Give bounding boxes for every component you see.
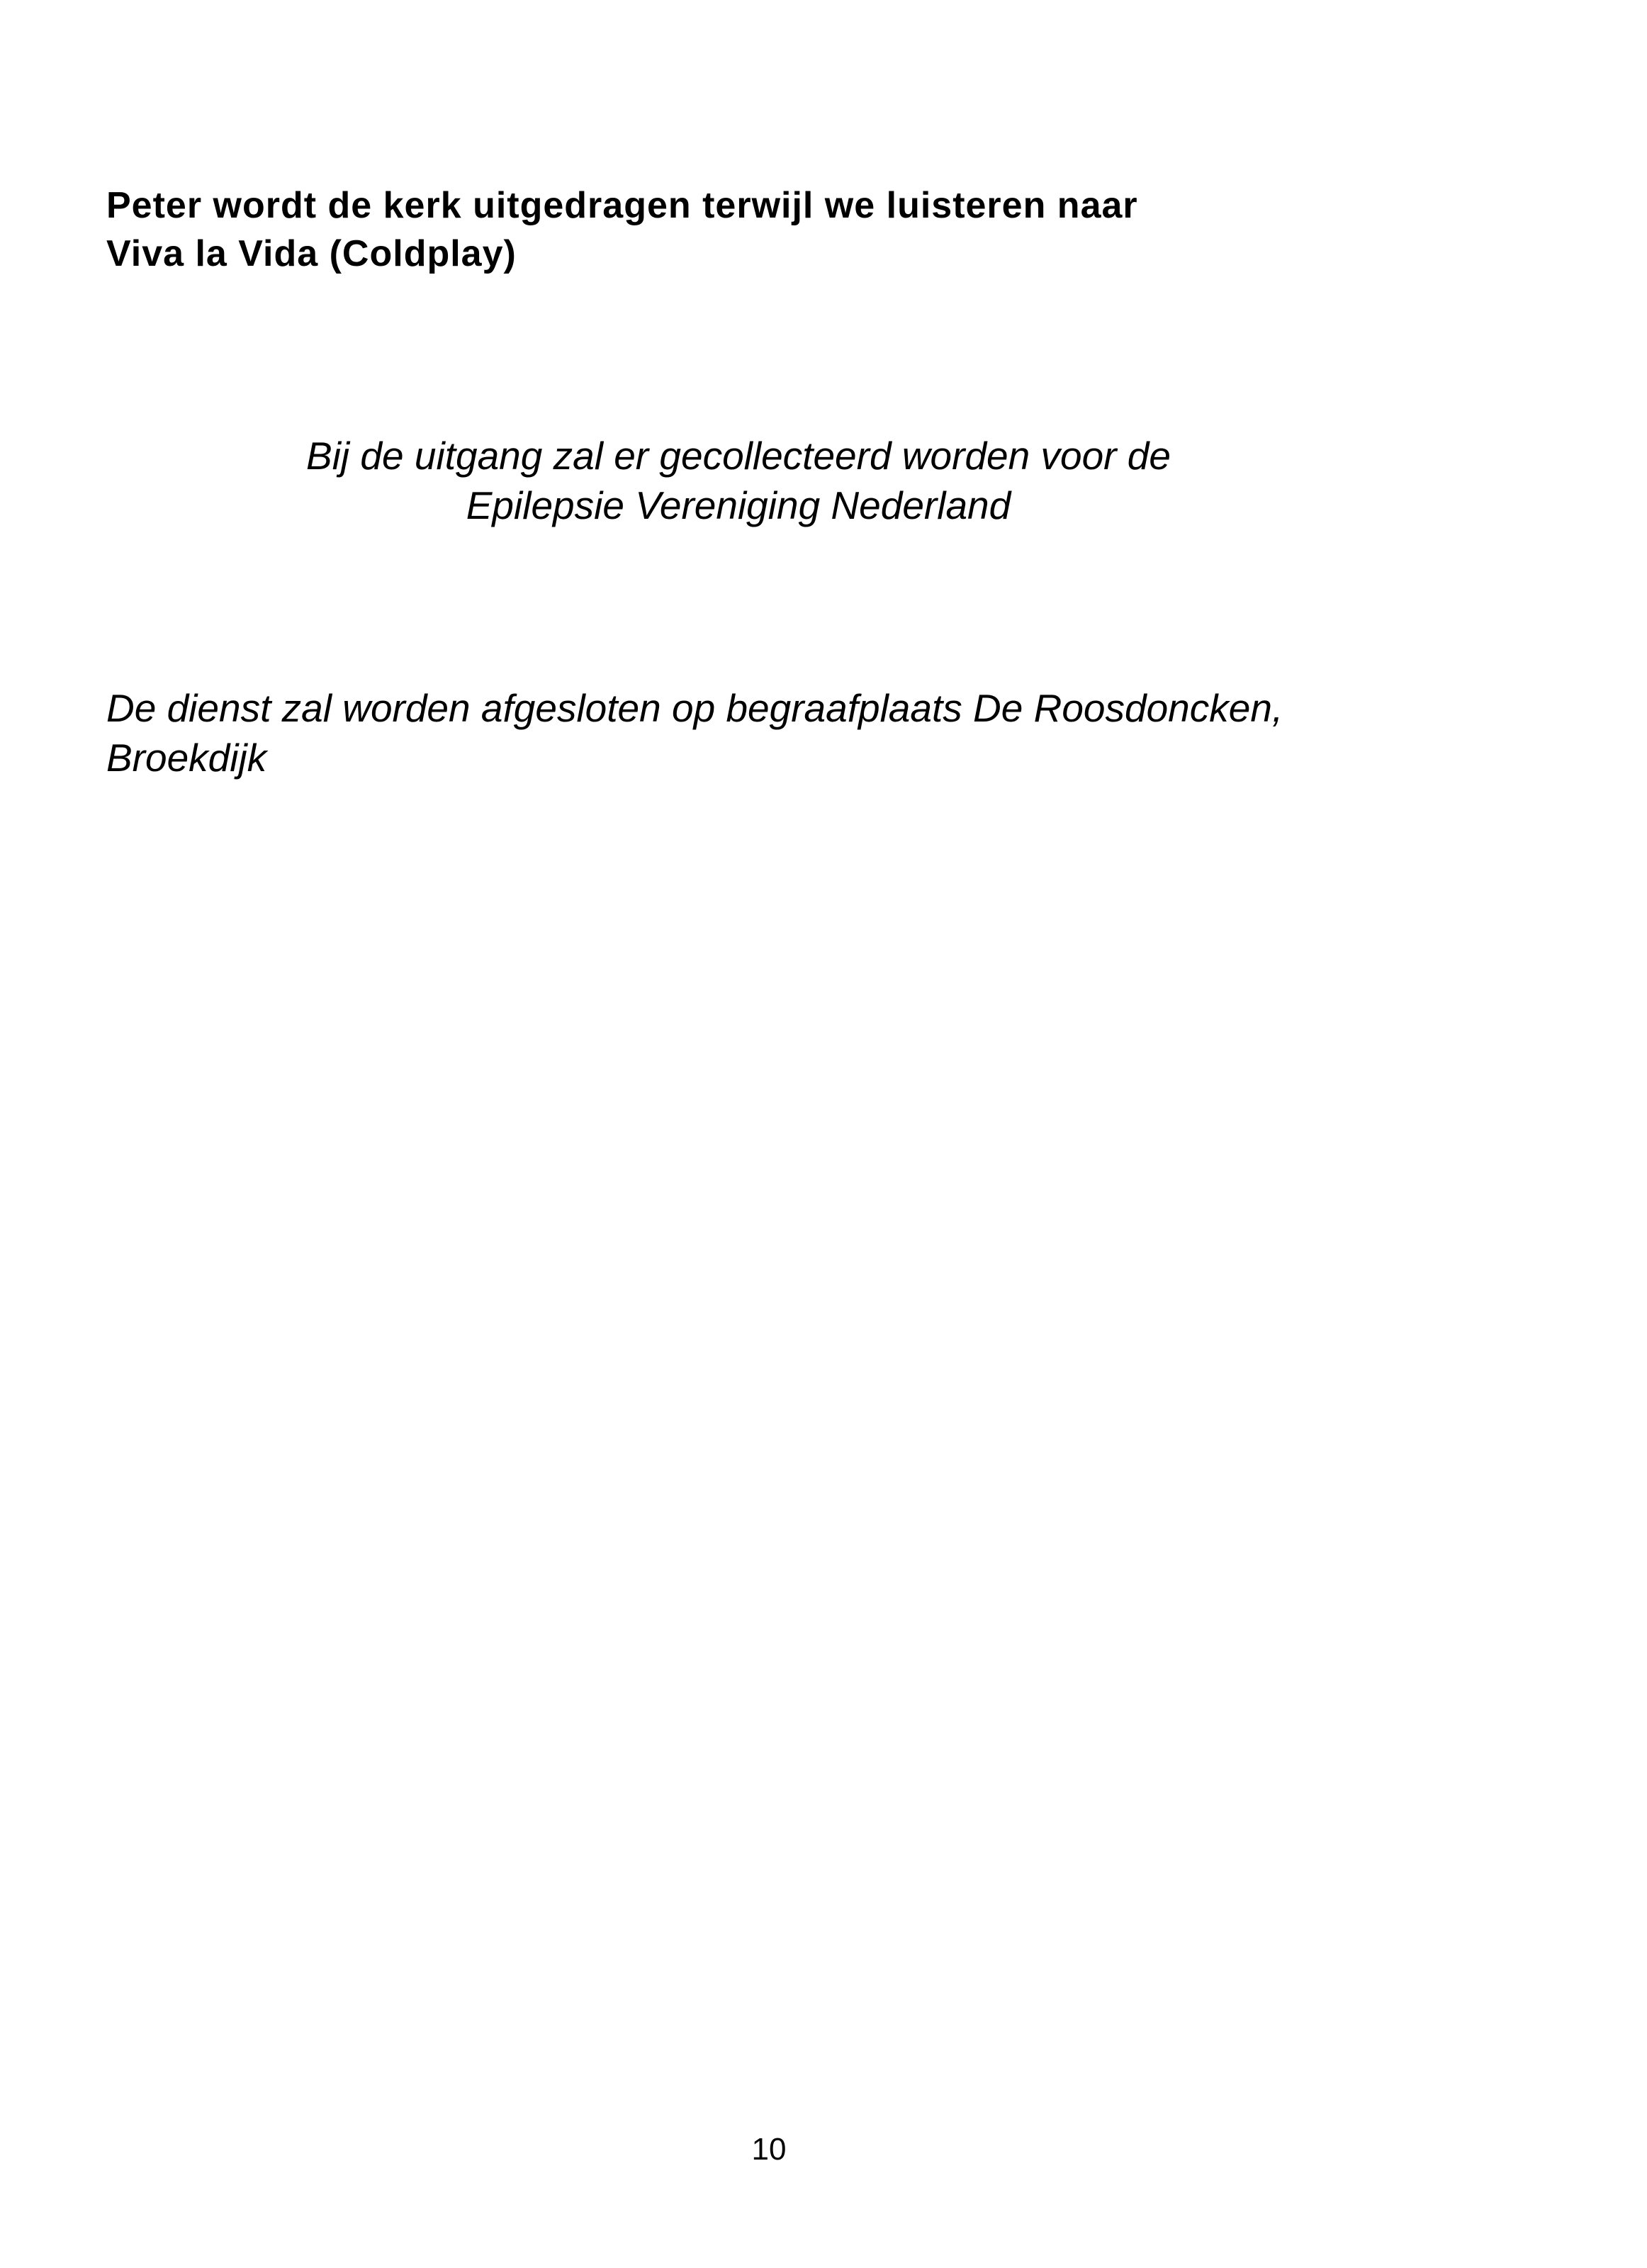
collection-note [0, 431, 1647, 530]
heading [106, 181, 1453, 278]
heading-line-2: Viva la Vida (Coldplay) [106, 233, 517, 274]
collection-note-line-2: Epilepsie Vereniging Nederland [466, 483, 1011, 527]
heading-line-1: Peter wordt de kerk uitgedragen terwijl we luisteren naar [106, 185, 1138, 226]
closing-note-line-1: De dienst zal worden afgesloten op begraafplaats De Roosdoncken, [106, 686, 1283, 730]
closing-note [106, 683, 1595, 782]
collection-note-line-1: Bij de uitgang zal er gecollecteerd worden voor de [306, 434, 1171, 478]
page-number: 10 [751, 2132, 787, 2167]
closing-note-line-2: Broekdijk [106, 736, 267, 780]
